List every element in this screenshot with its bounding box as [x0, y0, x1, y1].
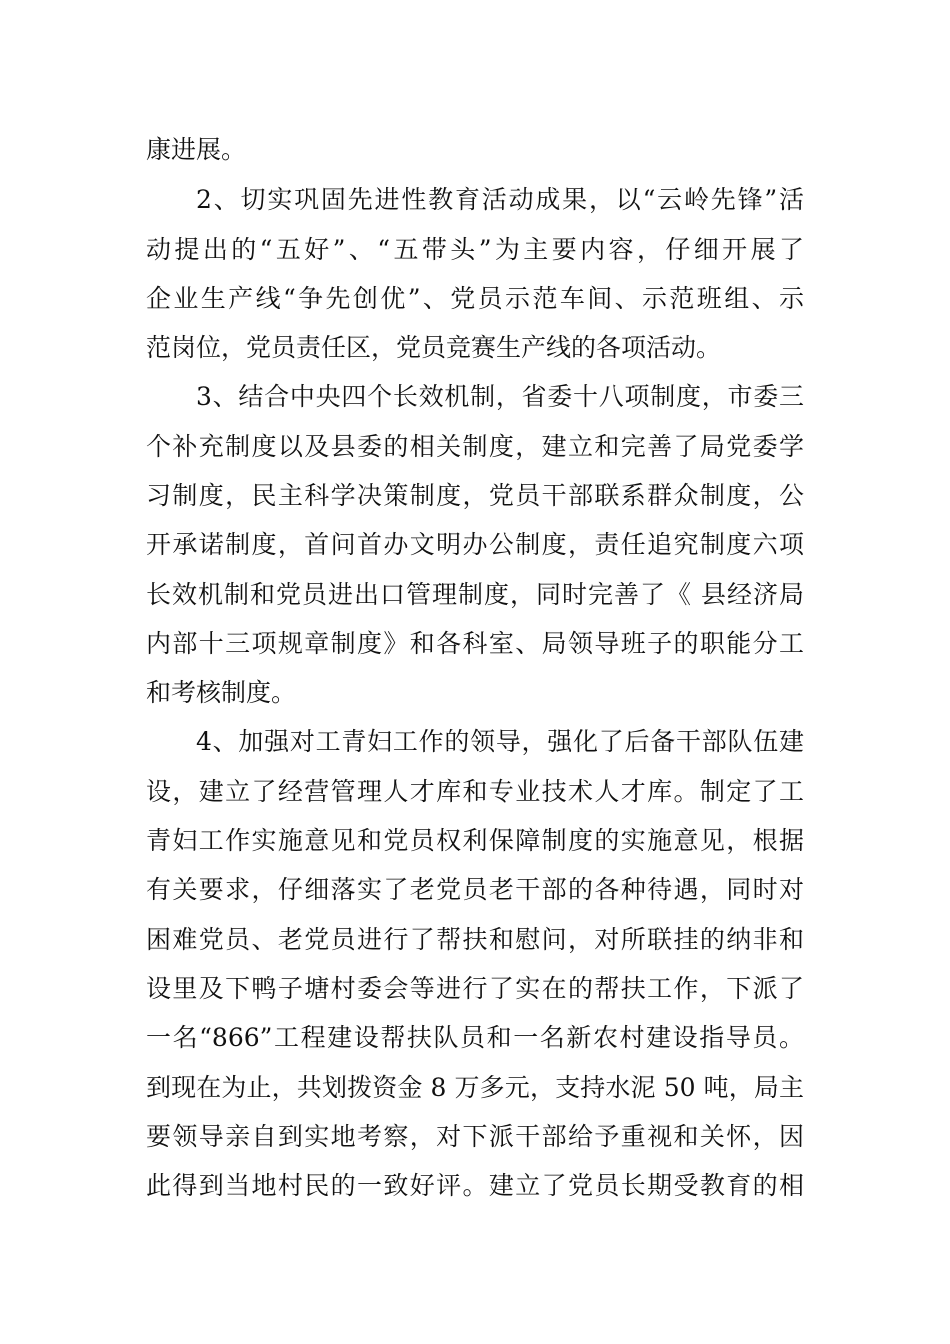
text-line: 有关要求，仔细落实了老党员老干部的各种待遇，同时对: [146, 875, 804, 904]
paragraph-2-start: 2、切实巩固先进性教育活动成果，以“云岭先锋”活: [196, 185, 804, 214]
text-line: 企业生产线“争先创优”、党员示范车间、示范班组、示: [146, 284, 804, 313]
text-line: 范岗位，党员责任区，党员竞赛生产线的各项活动。: [146, 333, 722, 362]
text-line: 设，建立了经营管理人才库和专业技术人才库。制定了工: [146, 777, 804, 806]
paragraph-3-start: 3、结合中央四个长效机制，省委十八项制度，市委三: [196, 382, 804, 411]
text-line: 到现在为止，共划拨资金 8 万多元，支持水泥 50 吨，局主: [146, 1073, 804, 1102]
text-line: 青妇工作实施意见和党员权利保障制度的实施意见，根据: [146, 826, 804, 855]
text-line: 要领导亲自到实地考察，对下派干部给予重视和关怀，因: [146, 1122, 804, 1151]
text-line: 康进展。: [146, 135, 247, 164]
text-line: 习制度，民主科学决策制度，党员干部联系群众制度，公: [146, 481, 804, 510]
text-line: 动提出的“五好”、“五带头”为主要内容，仔细开展了: [146, 235, 804, 264]
text-line: 个补充制度以及县委的相关制度，建立和完善了局党委学: [146, 432, 804, 461]
text-line: 开承诺制度，首问首办文明办公制度，责任追究制度六项: [146, 530, 804, 559]
text-line: 困难党员、老党员进行了帮扶和慰问，对所联挂的纳非和: [146, 925, 804, 954]
text-line: 长效机制和党员进出口管理制度，同时完善了《 县经济局: [146, 580, 804, 609]
paragraph-4-start: 4、加强对工青妇工作的领导，强化了后备干部队伍建: [196, 727, 804, 756]
text-line: 和考核制度。: [146, 678, 297, 707]
text-line: 此得到当地村民的一致好评。建立了党员长期受教育的相: [146, 1171, 804, 1200]
text-line: 一名“866”工程建设帮扶队员和一名新农村建设指导员。: [146, 1023, 804, 1052]
text-line: 内部十三项规章制度》和各科室、局领导班子的职能分工: [146, 629, 804, 658]
text-line: 设里及下鸭子塘村委会等进行了实在的帮扶工作，下派了: [146, 974, 804, 1003]
